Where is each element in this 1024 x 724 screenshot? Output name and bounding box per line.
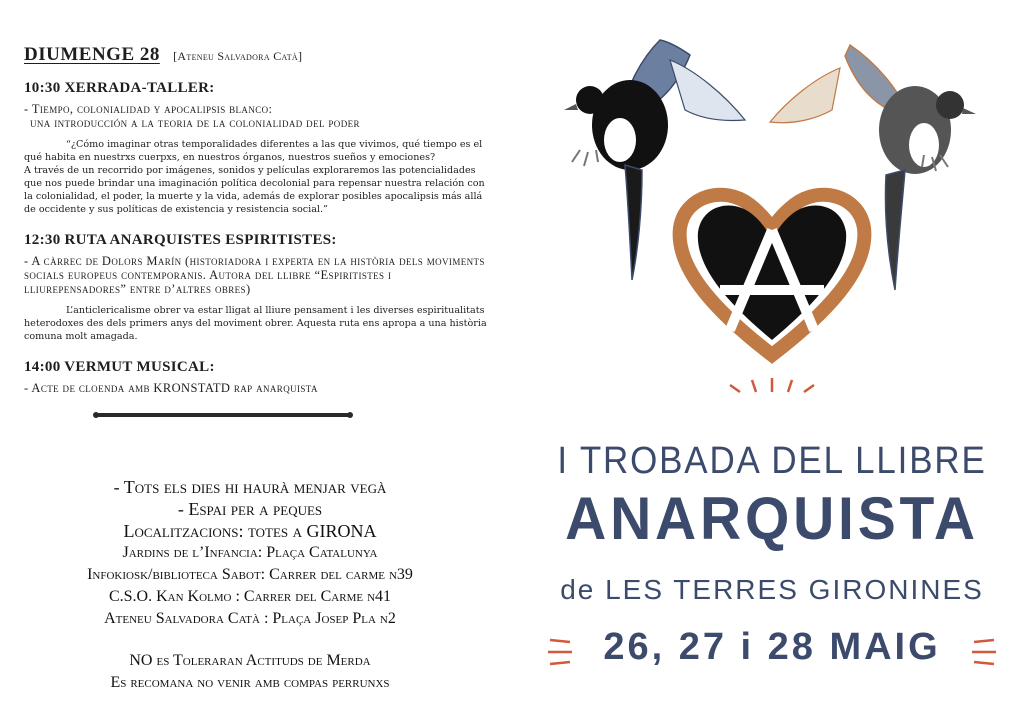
- event-2-description: [24, 304, 494, 343]
- banner-line-1: I TROBADA DEL LLIBRE: [557, 440, 987, 482]
- info-block: [0, 476, 500, 694]
- event-1-title: 10:30 XERRADA-TALLER:: [24, 80, 215, 96]
- poster-column: [520, 0, 1024, 724]
- event-1-desc-p2: A través de un recorrido por imágenes, sonidos y películas exploraremos las potencialidades que nos puede brindar una imaginación política decolonial para repensar nuestra relación con la colonialidad, el poder, la muerte y la vida, además de explorar posibles apocalipsis más allá de occidente y sus políticas de existencia y resistencia social.”: [24, 165, 485, 215]
- info-location-2: Infokiosk/biblioteca Sabot: Carrer del carme n39: [87, 566, 413, 583]
- banner-dates: 26, 27 i 28 MAIG: [603, 626, 941, 668]
- accent-rays-icon: [730, 378, 814, 392]
- anarchy-heart-icon: [680, 195, 865, 355]
- event-3-subtitle: - Acte de cloenda amb KRONSTATD rap anarquista: [24, 381, 318, 395]
- event-3-title: 14:00 VERMUT MUSICAL:: [24, 359, 215, 375]
- event-1-subtitle-line1: - Tiempo, colonialidad y apocalipsis blanco:: [24, 102, 273, 116]
- date-dashes-icon: [520, 632, 1024, 672]
- info-food: - Tots els dies hi haurà menjar vegà: [113, 477, 387, 497]
- info-warning-1: NO es Toleraran Actituds de Merda: [129, 652, 371, 669]
- event-2-title: 12:30 RUTA ANARQUISTES ESPIRITISTES:: [24, 232, 337, 248]
- event-1-subtitle-line2: una introducción a la teoria de la colonialidad del poder: [30, 116, 360, 130]
- info-warning-2: Es recomana no venir amb compas perrunxs: [110, 674, 390, 691]
- event-1-description: [24, 138, 494, 216]
- event-2-desc-p1: L’anticlericalisme obrer va estar lligat al lliure pensament i les diverses espiritualitats heterodoxes des dels primers anys del moviment obrer. Aquesta ruta ens apropa a una història comuna molt amagada.: [24, 305, 487, 342]
- section-divider: [96, 413, 350, 417]
- info-locations-title: Localitzacions: totes a GIRONA: [123, 521, 377, 541]
- day-place: [Ateneu Salvadora Catà]: [173, 49, 303, 63]
- event-2-subtitle: - A càrrec de Dolors Marín (historiadora i experta en la història dels moviments socials europeus contemporanis. Autora del llibre “Espiritistes i lliurepensadores” entre d’altres obres): [24, 254, 485, 296]
- program-column: [24, 44, 494, 417]
- info-location-4: Ateneu Salvadora Catà : Plaça Josep Pla n2: [104, 610, 396, 627]
- info-location-3: C.S.O. Kan Kolmo : Carrer del Carme n41: [108, 588, 392, 605]
- magpies-heart-illustration: [520, 0, 1024, 430]
- info-kids: - Espai per a peques: [177, 499, 323, 519]
- event-1-desc-p1: “¿Cómo imaginar otras temporalidades diferentes a las que vivimos, qué tiempo es el qué habita en nuestrxs cuerpxs, en nuestros órganos, nuestros sueños y emociones?: [24, 139, 483, 163]
- day-heading: [24, 44, 494, 66]
- banner-line-3: de LES TERRES GIRONINES: [560, 574, 984, 605]
- banner-line-2: ANARQUISTA: [565, 485, 979, 552]
- day-title: DIUMENGE 28: [24, 44, 160, 65]
- info-location-1: Jardins de l’Infancia: Plaça Catalunya: [122, 544, 378, 561]
- event-1-subtitle: [24, 102, 494, 130]
